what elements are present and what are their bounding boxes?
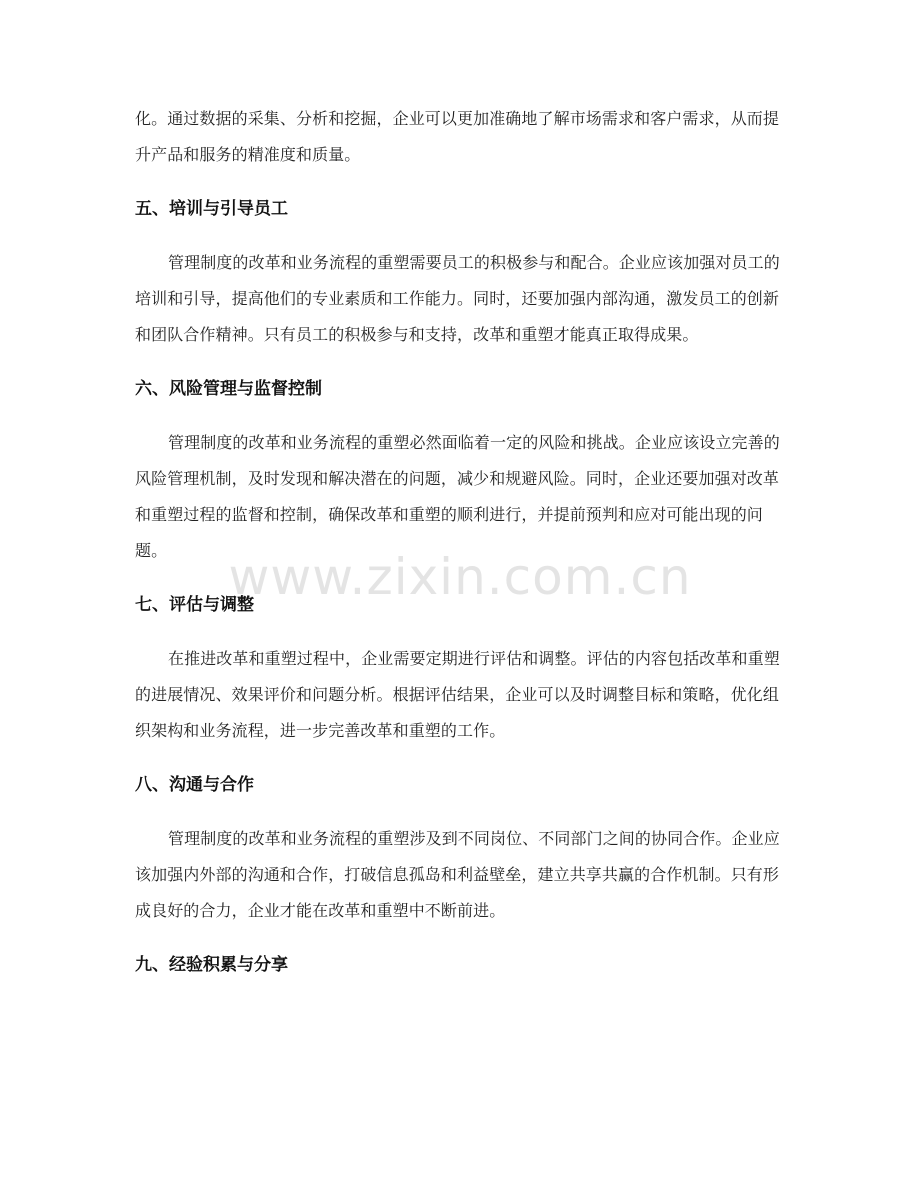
section-body-5: 管理制度的改革和业务流程的重塑需要员工的积极参与和配合。企业应该加强对员工的培训和引导，提高他们的专业素质和工作能力。同时，还要加强内部沟通，激发员工的创新和团队合作精神。只有员工的积极参与和支持，改革和重塑才能真正取得成果。 <box>135 253 780 344</box>
section-heading-8: 八、沟通与合作 <box>135 775 254 795</box>
section-heading-9: 九、经验积累与分享 <box>135 955 288 975</box>
document-body <box>135 101 787 983</box>
section-heading-5: 五、培训与引导员工 <box>135 199 288 219</box>
section-body-7: 在推进改革和重塑过程中，企业需要定期进行评估和调整。评估的内容包括改革和重塑的进展情况、效果评价和问题分析。根据评估结果，企业可以及时调整目标和策略，优化组织架构和业务流程，进一步完善改革和重塑的工作。 <box>135 649 780 740</box>
section-body-8: 管理制度的改革和业务流程的重塑涉及到不同岗位、不同部门之间的协同合作。企业应该加强内外部的沟通和合作，打破信息孤岛和利益壁垒，建立共享共赢的合作机制。只有形成良好的合力，企业才能在改革和重塑中不断前进。 <box>135 829 780 920</box>
watermark: www.zixin.com.cn <box>228 548 692 606</box>
intro-paragraph: 化。通过数据的采集、分析和挖掘，企业可以更加准确地了解市场需求和客户需求，从而提升产品和服务的精准度和质量。 <box>135 109 780 164</box>
section-heading-7: 七、评估与调整 <box>135 595 254 615</box>
section-body-6: 管理制度的改革和业务流程的重塑必然面临着一定的风险和挑战。企业应该设立完善的风险管理机制，及时发现和解决潜在的问题，减少和规避风险。同时，企业还要加强对改革和重塑过程的监督和控制，确保改革和重塑的顺利进行，并提前预判和应对可能出现的问题。 <box>135 433 780 560</box>
section-heading-6: 六、风险管理与监督控制 <box>135 379 322 399</box>
